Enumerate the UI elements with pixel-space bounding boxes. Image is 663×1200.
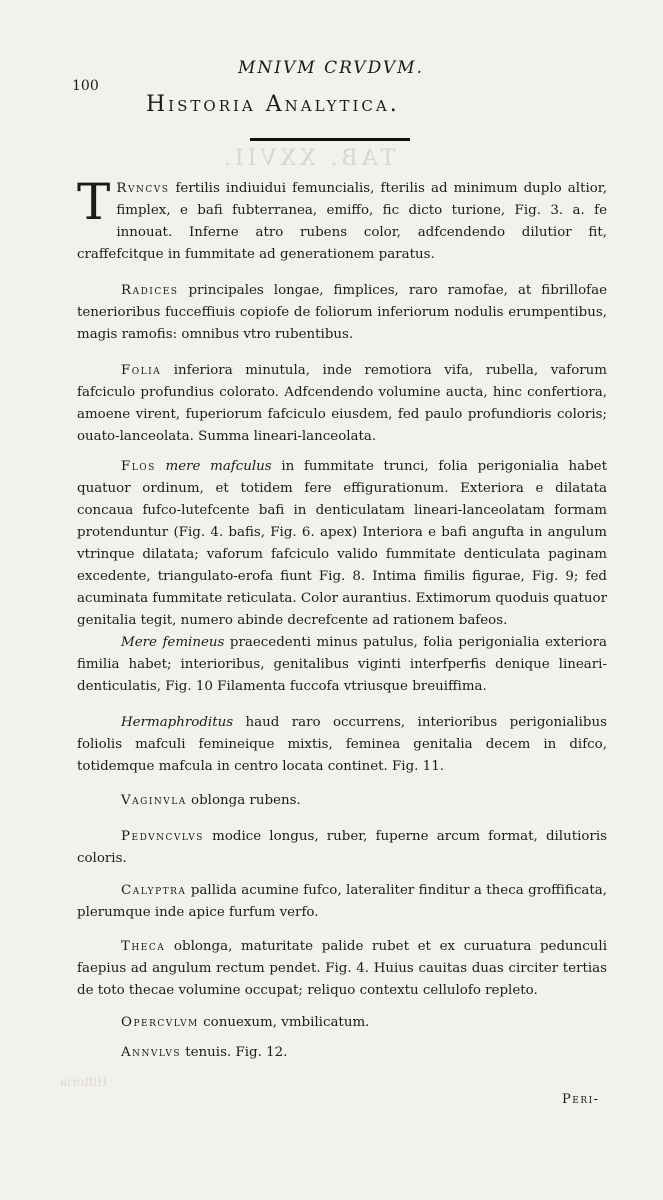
lead-word: Pedvncvlvs: [121, 829, 204, 844]
lead-word: Radices: [121, 283, 179, 298]
paragraph-vaginula: [77, 790, 607, 812]
section-title: Historia Analytica.: [146, 92, 400, 117]
lead-word: Calyptra: [121, 883, 187, 898]
paragraph-text: modice longus, ruber, fuperne arcum format, dilutioris coloris.: [77, 829, 607, 866]
lead-word: Flos: [121, 459, 156, 474]
page-number: 100: [72, 78, 99, 94]
paragraph-text: oblonga rubens.: [186, 793, 301, 808]
paragraph-text: fertilis indiuidui femuncialis, fterilis ad minimum duplo altior, fimplex, e bafi fubterranea, emiffo, fic dicto turione, Fig. 3. a. fe innouat. Inferne atro rubens color, adfcendendo dilutior fit, craffefcitque in fummitate ad generationem paratus.: [77, 181, 607, 262]
lead-italic: Mere femineus: [121, 635, 225, 650]
paragraph-text: in fummitate trunci, folia perigonialia habet quatuor ordinum, et totidem fere effigurationum. Exteriora e dilatata concaua fufco-lutefcente bafi in denticulatam lineari-lanceolatam formam protenduntur (Fig. 4. bafis, Fig. 6. apex) Interiora e bafi angufta in angulum vtrinque dilatata; vaforum fafciculo valido fummitate denticulata paginam excedente, triangulato-erofa fiunt Fig. 8. Intima fimilis figurae, Fig. 9; fed acuminata fummitate reticulata. Color aurantius. Extimorum quoduis quatuor genitalia tegit, numero abinde decrefcente ad rationem bafeos.: [77, 459, 607, 628]
lead-italic: mere mafculus: [155, 459, 272, 474]
paragraph-text: conuexum, vmbilicatum.: [198, 1015, 370, 1030]
paragraph-text: tenuis. Fig. 12.: [181, 1045, 288, 1060]
lead-word: Annvlvs: [121, 1045, 181, 1060]
paragraph-text: haud raro occurrens, interioribus perigonialibus foliolis mafculi femineique mixtis, feminea genitalia decem in difco, totidemque mafcula in centro locata continet. Fig. 11.: [77, 715, 607, 774]
title-rule: [250, 138, 410, 141]
paragraph-text: pallida acumine fufco, lateraliter finditur a theca groffificata, plerumque inde apice furfum verfo.: [77, 883, 607, 920]
drop-cap: T: [77, 173, 111, 231]
paragraph-truncus: [77, 173, 607, 266]
paragraph-annulus: [77, 1042, 607, 1064]
paragraph-radices: [77, 280, 607, 346]
lead-word: Rvncvs: [116, 181, 170, 196]
paragraph-flos: [77, 456, 607, 632]
lead-word: Vaginvla: [121, 793, 187, 808]
show-through-ghost: TAB. XXVII.: [220, 146, 396, 171]
show-through-ghost: Hiftoria: [60, 1075, 108, 1089]
lead-word: Opercvlvm: [121, 1015, 199, 1030]
paragraph-theca: [77, 936, 607, 1002]
paragraph-operculum: [77, 1012, 607, 1034]
paragraph-text: inferiora minutula, inde remotiora vifa, rubella, vaforum fafciculo profundius colorato. Adfcendendo volumine aucta, hinc confertiora, amoene virent, fuperiorum fafciculo eiusdem, fed paulo profundioris coloris; ouato-lanceolata. Summa lineari-lanceolata.: [77, 363, 607, 444]
paragraph-folia: [77, 360, 607, 448]
lead-word: Folia: [121, 363, 162, 378]
paragraph-hermaphroditus: [77, 712, 607, 778]
paragraph-text: oblonga, maturitate palide rubet et ex curuatura pedunculi faepius ad angulum rectum pendet. Fig. 4. Huius cauitas duas circiter tertias de toto thecae volumine occupat; reliquo contextu cellulofo repleto.: [77, 939, 607, 998]
paragraph-text: praecedenti minus patulus, folia perigonialia exteriora fimilia habet; interioribus, genitalibus viginti interfperfis denique lineari-denticulatis, Fig. 10 Filamenta fuccofa vtriusque breuiffima.: [77, 635, 607, 694]
lead-word: Theca: [121, 939, 166, 954]
paragraph-femineus: [77, 632, 607, 698]
paragraph-calyptra: [77, 880, 607, 924]
paragraph-text: principales longae, fimplices, raro ramofae, at fibrillofae tenerioribus fucceffiuis copiofe de foliorum inferiorum nodulis erumpentibus, magis ramofis: omnibus vtro rubentibus.: [77, 283, 607, 342]
lead-italic: Hermaphroditus: [121, 715, 234, 730]
paragraph-pedunculus: [77, 826, 607, 870]
running-head: MNIVM CRVDVM.: [238, 58, 424, 78]
catchword: Peri-: [562, 1092, 600, 1107]
